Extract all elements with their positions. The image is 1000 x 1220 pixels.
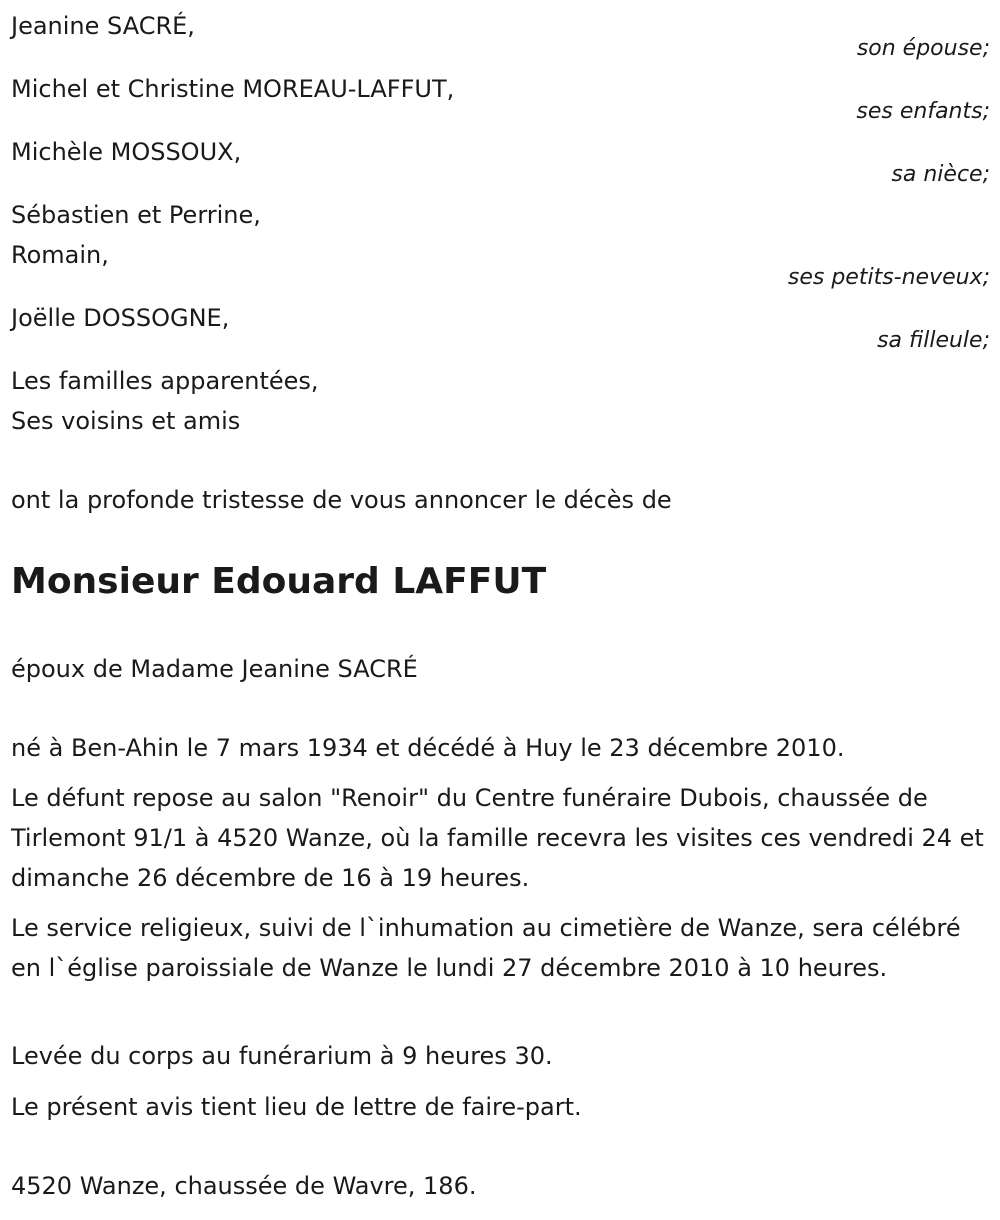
grandnephews-line-2: Romain, [11,241,109,269]
families-line: Les familles apparentées, [11,367,319,395]
niece-role: sa nièce; [891,162,990,187]
spouse-role: son épouse; [856,36,990,61]
announcement-intro: ont la profonde tristesse de vous annoncer le décès de [11,486,672,514]
children-role: ses enfants; [856,99,990,124]
address-line: 4520 Wanze, chaussée de Wavre, 186. [11,1172,477,1200]
niece-name: Michèle MOSSOUX, [11,138,242,166]
goddaughter-name: Joëlle DOSSOGNE, [11,304,230,332]
neighbors-line: Ses voisins et amis [11,407,241,435]
service-paragraph: Le service religieux, suivi de l`inhumation au cimetière de Wanze, sera célébré en l`église paroissiale de Wanze le lundi 27 décembre 2010 à 10 heures. [11,914,961,982]
spouse-name: Jeanine SACRÉ, [11,12,195,40]
spouse-of: époux de Madame Jeanine SACRÉ [11,655,418,683]
body-removal: Levée du corps au funérarium à 9 heures 30. [11,1042,553,1070]
deceased-name: Monsieur Edouard LAFFUT [11,561,547,602]
birth-death: né à Ben-Ahin le 7 mars 1934 et décédé à Huy le 23 décembre 2010. [11,734,845,762]
goddaughter-role: sa filleule; [877,328,990,353]
grandnephews-line-1: Sébastien et Perrine, [11,201,261,229]
visitation-paragraph: Le défunt repose au salon "Renoir" du Centre funéraire Dubois, chaussée de Tirlemont 91/1 à 4520 Wanze, où la famille recevra les visites ces vendredi 24 et dimanche 26 décembre de 16 à 19 heures. [11,784,984,892]
notice-line: Le présent avis tient lieu de lettre de faire-part. [11,1093,582,1121]
children-name: Michel et Christine MOREAU-LAFFUT, [11,75,455,103]
grandnephews-role: ses petits-neveux; [787,265,990,290]
